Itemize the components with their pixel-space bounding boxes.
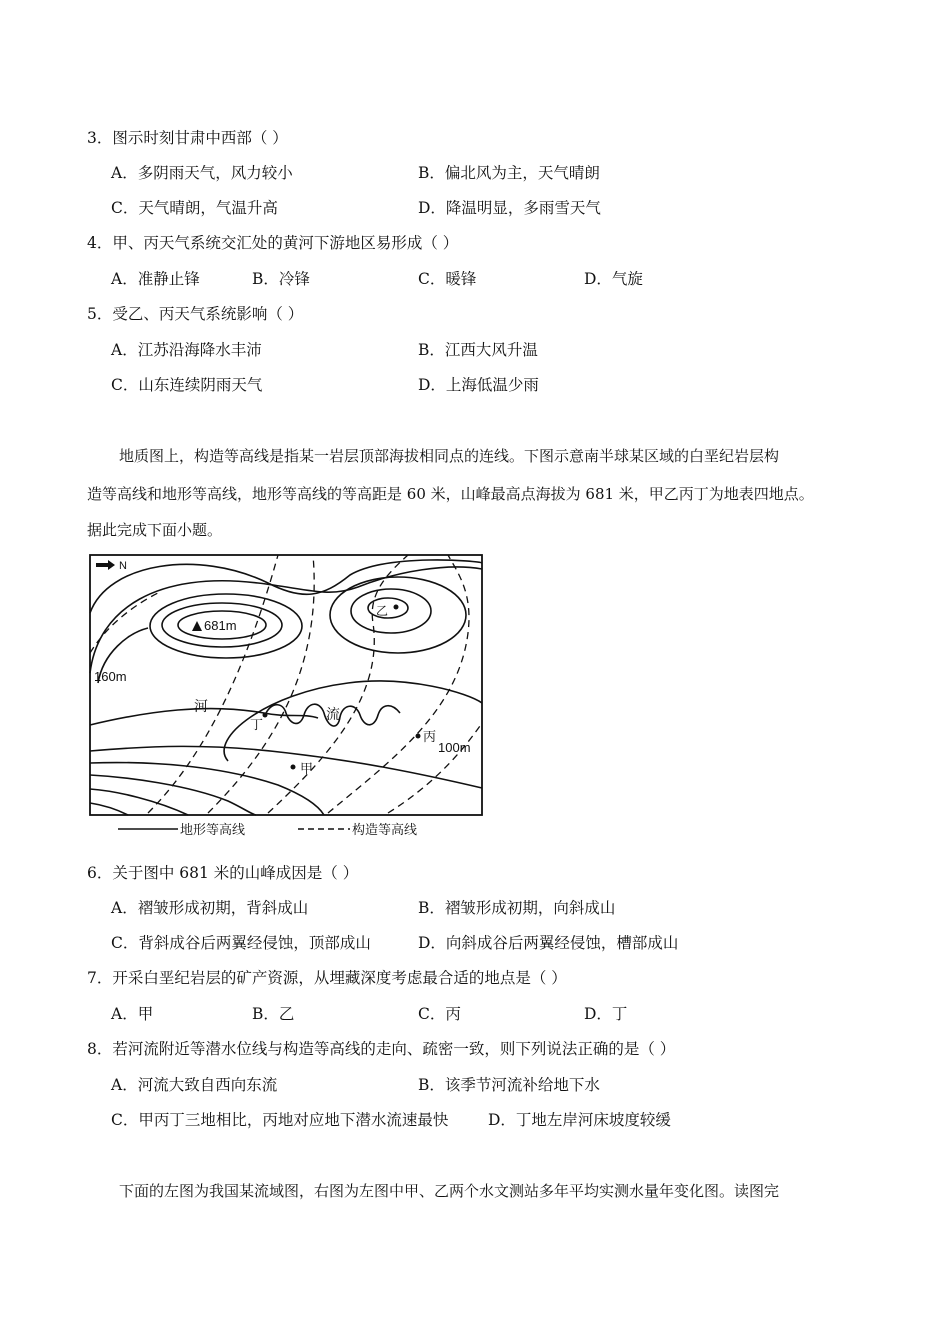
q4-option-b: B．冷锋 bbox=[252, 270, 310, 288]
q5-stem: 5．受乙、丙天气系统影响（ ） bbox=[87, 305, 304, 323]
q6-option-a: A．褶皱形成初期，背斜成山 bbox=[111, 899, 309, 917]
contour-100-label: 100m bbox=[438, 740, 471, 755]
q5-option-d: D．上海低温少雨 bbox=[418, 376, 539, 394]
q4-option-c: C．暖锋 bbox=[418, 270, 477, 288]
q7-option-a: A．甲 bbox=[111, 1005, 154, 1023]
point-yi-dot bbox=[394, 605, 399, 610]
q4-stem: 4．甲、丙天气系统交汇处的黄河下游地区易形成（ ） bbox=[87, 234, 459, 252]
q5-option-b: B．江西大风升温 bbox=[418, 341, 538, 359]
q4-option-a: A．准静止锋 bbox=[111, 270, 200, 288]
north-label: N bbox=[119, 560, 127, 572]
point-jia-label: 甲 bbox=[300, 761, 314, 776]
q5-option-c: C．山东连续阴雨天气 bbox=[111, 376, 263, 394]
q3-stem: 3．图示时刻甘肃中西部（ ） bbox=[87, 129, 288, 147]
q8-option-d: D．丁地左岸河床坡度较缓 bbox=[488, 1111, 671, 1129]
point-bing-dot bbox=[416, 734, 421, 739]
passage1-line3: 据此完成下面小题。 bbox=[87, 521, 223, 539]
q8-option-b: B．该季节河流补给地下水 bbox=[418, 1076, 600, 1094]
passage2-line1: 下面的左图为我国某流域图，右图为左图中甲、乙两个水文测站多年平均实测水量年变化图。读图完 bbox=[119, 1182, 780, 1200]
river-char-he: 河 bbox=[194, 698, 208, 714]
q3-option-d: D．降温明显，多雨雪天气 bbox=[418, 199, 601, 217]
point-bing-label: 丙 bbox=[423, 729, 437, 744]
q6-stem: 6．关于图中 681 米的山峰成因是（ ） bbox=[87, 864, 359, 882]
q7-stem: 7．开采白垩纪岩层的矿产资源，从埋藏深度考虑最合适的地点是（ ） bbox=[87, 969, 567, 987]
q8-option-c: C．甲丙丁三地相比，丙地对应地下潜水流速最快 bbox=[111, 1111, 449, 1129]
q7-option-d: D．丁 bbox=[584, 1005, 628, 1023]
passage1-line1: 地质图上，构造等高线是指某一岩层顶部海拔相同点的连线。下图示意南半球某区域的白垩纪岩层构 bbox=[119, 447, 780, 465]
passage1-line2: 造等高线和地形等高线，地形等高线的等高距是 60 米，山峰最高点海拔为 681 米，甲乙丙丁为地表四地点。 bbox=[87, 485, 814, 503]
contour-160-label: 160m bbox=[94, 669, 127, 684]
point-yi-label: 乙 bbox=[376, 604, 389, 618]
point-jia-dot bbox=[291, 765, 296, 770]
q6-option-d: D．向斜成谷后两翼经侵蚀，槽部成山 bbox=[418, 934, 679, 952]
q7-option-b: B．乙 bbox=[252, 1005, 295, 1023]
q8-stem: 8．若河流附近等潜水位线与构造等高线的走向、疏密一致，则下列说法正确的是（ ） bbox=[87, 1040, 676, 1058]
q5-option-a: A．江苏沿海降水丰沛 bbox=[111, 341, 262, 359]
peak-label: 681m bbox=[204, 618, 237, 633]
legend-struct-label: 构造等高线 bbox=[352, 822, 418, 837]
legend-topo-label: 地形等高线 bbox=[180, 822, 246, 837]
river-char-liu: 流 bbox=[326, 706, 340, 722]
q3-option-b: B．偏北风为主，天气晴朗 bbox=[418, 164, 600, 182]
q6-option-c: C．背斜成谷后两翼经侵蚀，顶部成山 bbox=[111, 934, 371, 952]
q3-option-a: A．多阴雨天气，风力较小 bbox=[111, 164, 293, 182]
q8-option-a: A．河流大致自西向东流 bbox=[111, 1076, 278, 1094]
point-ding-label: 丁 bbox=[250, 717, 264, 732]
q6-option-b: B．褶皱形成初期，向斜成山 bbox=[418, 899, 616, 917]
q4-option-d: D．气旋 bbox=[584, 270, 643, 288]
point-ding-dot bbox=[263, 713, 268, 718]
contour-map-figure bbox=[88, 553, 488, 837]
q3-option-c: C．天气晴朗，气温升高 bbox=[111, 199, 278, 217]
q7-option-c: C．丙 bbox=[418, 1005, 461, 1023]
